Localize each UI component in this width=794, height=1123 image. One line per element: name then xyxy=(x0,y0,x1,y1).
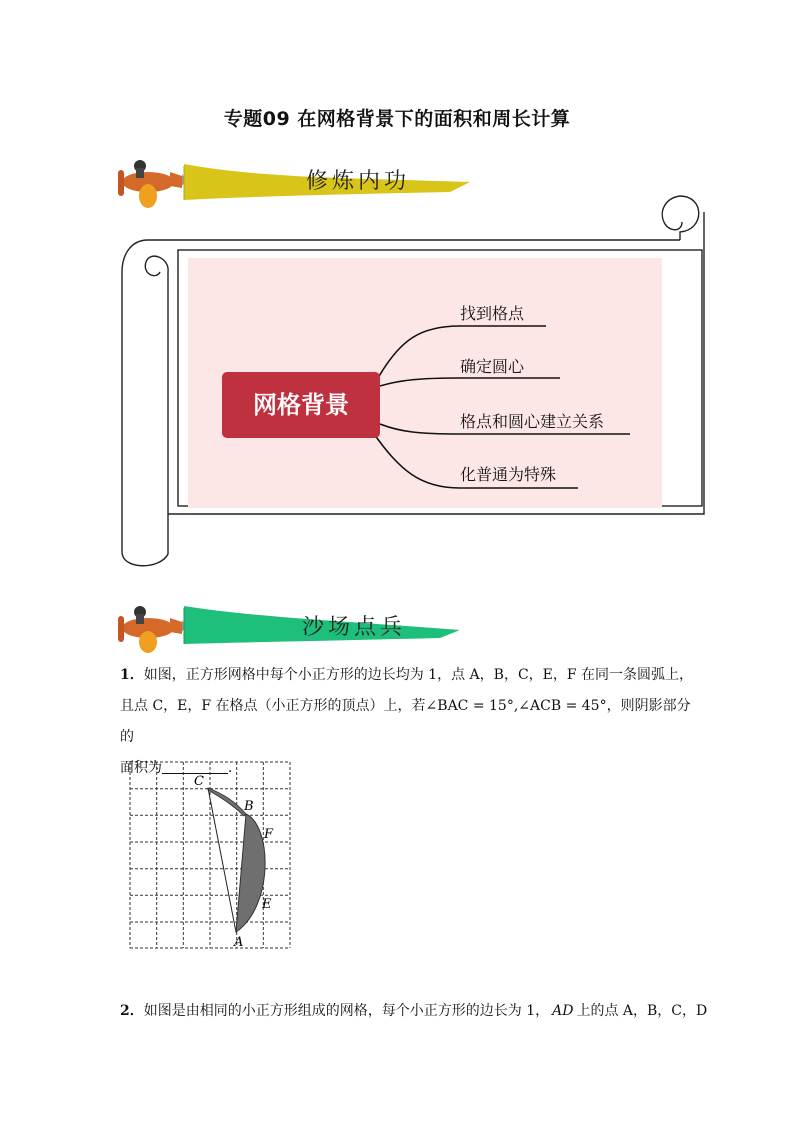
question-1-text-1: 如图，正方形网格中每个小正方形的边长均为 1，点 A，B，C，E，F 在同一条圆弧上， xyxy=(143,667,694,683)
question-2-text-after: 上的点 A，B，C，D xyxy=(576,1003,708,1019)
page-title: 专题09 在网格背景下的面积和周长计算 xyxy=(223,108,571,130)
label-E: E xyxy=(262,897,272,912)
question-1-line-1 xyxy=(120,660,700,691)
question-1-number: 1． xyxy=(120,667,144,683)
airplane-icon xyxy=(118,606,182,653)
label-F: F xyxy=(264,827,274,842)
mindmap-branch-1: 找到格点 xyxy=(460,304,525,323)
question-2-number: 2． xyxy=(120,1003,144,1019)
question-1-text-3: 面积为 xyxy=(120,760,162,776)
mindmap-branch-3: 格点和圆心建立关系 xyxy=(460,412,605,431)
banner-1-text: 修炼内功 xyxy=(306,169,411,194)
label-A: A xyxy=(234,935,244,950)
banner-2-graphic xyxy=(110,598,480,660)
mindmap-branch-4: 化普通为特殊 xyxy=(460,465,557,484)
mindmap-center: 网格背景 xyxy=(222,372,380,438)
question-1-figure xyxy=(124,756,296,952)
banner-2-text: 沙场点兵 xyxy=(302,615,407,640)
question-1-line-2: 且点 C，E，F 在格点（小正方形的顶点）上，若∠BAC = 15°,∠ACB = 45°，则阴影部分的 xyxy=(120,698,691,745)
mindmap-branch-2: 确定圆心 xyxy=(460,357,525,376)
label-C: C xyxy=(194,774,204,789)
arc-symbol xyxy=(549,996,576,1027)
label-B: B xyxy=(244,799,254,814)
question-2 xyxy=(120,996,720,1027)
question-1-text-3b: ． xyxy=(228,760,242,776)
question-2-text: 如图是由相同的小正方形组成的网格，每个小正方形的边长为 1， xyxy=(143,1003,550,1019)
arc-symbol-text: AD xyxy=(552,1003,574,1019)
